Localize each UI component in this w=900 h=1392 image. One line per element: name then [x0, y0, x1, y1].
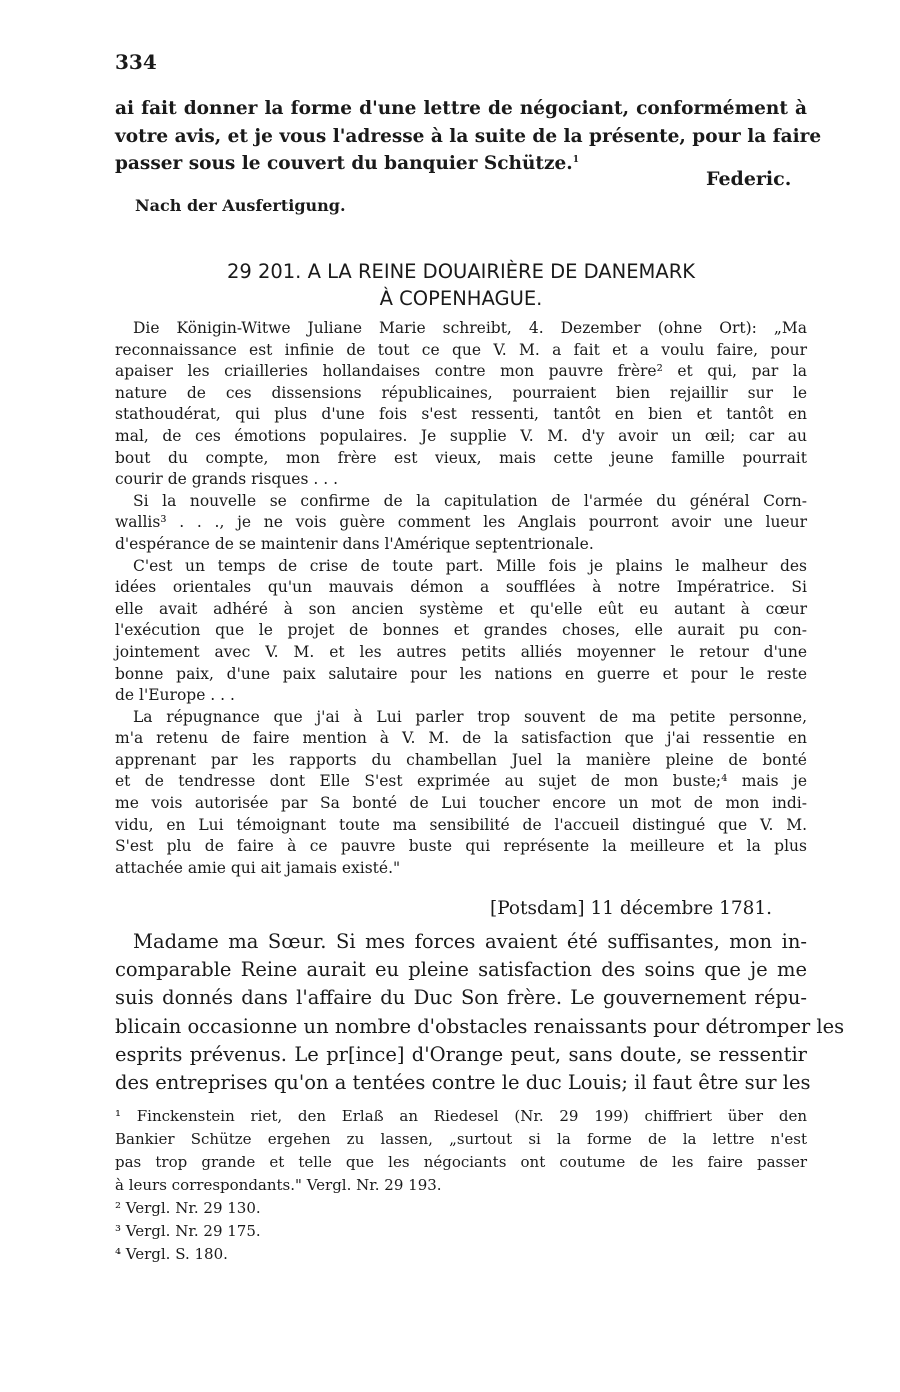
- quote-line: S'est plu de faire à ce pauvre buste qui représente la meilleure et la plus: [115, 837, 807, 856]
- quote-line: apprenant par les rapports du chambellan Juel la manière pleine de bonté: [115, 750, 807, 769]
- quote-line: idées orientales qu'un mauvais démon a soufflées à notre Impératrice. Si: [115, 578, 807, 597]
- quote-line: Si la nouvelle se confirme de la capitulation de l'armée du général Corn-: [133, 491, 807, 510]
- footnote-line: Bankier Schütze ergehen zu lassen, „surtout si la forme de la lettre n'est: [115, 1130, 807, 1148]
- intro-line: passer sous le couvert du banquier Schütze.$^1$: [115, 153, 579, 174]
- quote-line: l'exécution que le projet de bonnes et grandes choses, elle aurait pu con-: [115, 621, 807, 640]
- quote-line: courir de grands risques . . .: [115, 470, 338, 489]
- letter-body: [115, 928, 845, 1097]
- quote-line: et de tendresse dont Elle S'est exprimée au sujet de mon buste;⁴ mais je: [115, 772, 807, 791]
- quoted-letter: [115, 318, 807, 879]
- quote-line: C'est un temps de crise de toute part. Mille fois je plains le malheur des: [133, 556, 807, 575]
- section-heading: [115, 258, 807, 312]
- quote-line: mal, de ces émotions populaires. Je supplie V. M. d'y avoir un œil; car au: [115, 426, 807, 445]
- footnote-line: ² Vergl. Nr. 29 130.: [115, 1199, 261, 1217]
- intro-line: votre avis, et je vous l'adresse à la suite de la présente, pour la faire: [115, 125, 822, 147]
- quote-line: reconnaissance est infinie de tout ce que V. M. a fait et a voulu faire, pour: [115, 340, 807, 359]
- signature: Federic.: [706, 168, 792, 190]
- quote-line: stathoudérat, qui plus d'une fois s'est ressenti, tantôt en bien et tantôt en: [115, 405, 807, 424]
- body-line: comparable Reine aurait eu pleine satisfaction des soins que je me: [115, 958, 807, 982]
- quote-line: de l'Europe . . .: [115, 686, 235, 705]
- quote-line: vidu, en Lui témoignant toute ma sensibilité de l'accueil distingué que V. M.: [115, 815, 807, 834]
- intro-paragraph: [115, 95, 822, 178]
- quote-line: apaiser les criailleries hollandaises contre mon pauvre frère² et qui, par la: [115, 362, 807, 381]
- footnote-line: ¹ Finckenstein riet, den Erlaß an Riedesel (Nr. 29 199) chiffriert über den: [115, 1107, 807, 1125]
- body-line: blicain occasionne un nombre d'obstacles renaissants pour détromper les: [115, 1014, 845, 1038]
- source-note: Nach der Ausfertigung.: [135, 196, 346, 215]
- footnote-line: à leurs correspondants." Vergl. Nr. 29 193.: [115, 1176, 442, 1194]
- body-line: esprits prévenus. Le pr[ince] d'Orange peut, sans doute, se ressentir: [115, 1042, 807, 1066]
- quote-line: m'a retenu de faire mention à V. M. de la satisfaction que j'ai ressentie en: [115, 729, 807, 748]
- body-line: Madame ma Sœur. Si mes forces avaient été suffisantes, mon in-: [133, 930, 807, 953]
- quote-line: jointement avec V. M. et les autres petits alliés moyenner le retour d'une: [115, 642, 807, 661]
- body-line: suis donnés dans l'affaire du Duc Son frère. Le gouvernement répu-: [115, 986, 807, 1010]
- heading-line: 29 201. A LA REINE DOUAIRIÈRE DE DANEMARK: [226, 260, 696, 283]
- quote-line: wallis³ . . ., je ne vois guère comment les Anglais pourront avoir une lueur: [115, 513, 807, 532]
- quote-line: bonne paix, d'une paix salutaire pour les nations en guerre et pour le reste: [115, 664, 807, 683]
- quote-line: elle avait adhéré à son ancien système et qu'elle eût eu autant à cœur: [115, 599, 807, 618]
- quote-line: Die Königin-Witwe Juliane Marie schreibt, 4. Dezember (ohne Ort): „Ma: [133, 319, 807, 337]
- quote-line: d'espérance de se maintenir dans l'Amérique septentrionale.: [115, 534, 594, 553]
- quote-line: nature de ces dissensions républicaines, pourraient bien rejaillir sur le: [115, 383, 807, 402]
- quote-line: me vois autorisée par Sa bonté de Lui toucher encore un mot de mon indi-: [115, 794, 807, 813]
- quote-line: attachée amie qui ait jamais existé.": [115, 858, 401, 877]
- dateline: [Potsdam] 11 décembre 1781.: [490, 898, 773, 919]
- footnote-line: ³ Vergl. Nr. 29 175.: [115, 1222, 261, 1240]
- footnote-line: pas trop grande et telle que les négociants ont coutume de les faire passer: [115, 1153, 807, 1171]
- page-number: 334: [115, 50, 157, 74]
- intro-line: ai fait donner la forme d'une lettre de négociant, conformément à: [115, 98, 807, 119]
- footnotes: [115, 1105, 807, 1266]
- body-line: des entreprises qu'on a tentées contre le duc Louis; il faut être sur les: [115, 1071, 811, 1095]
- footnote-line: ⁴ Vergl. S. 180.: [115, 1245, 228, 1263]
- footnote-ref: 1: [572, 154, 579, 165]
- heading-line: À COPENHAGUE.: [379, 287, 543, 310]
- quote-line: La répugnance que j'ai à Lui parler trop souvent de ma petite personne,: [133, 707, 807, 726]
- quote-line: bout du compte, mon frère est vieux, mais cette jeune famille pourrait: [115, 448, 807, 467]
